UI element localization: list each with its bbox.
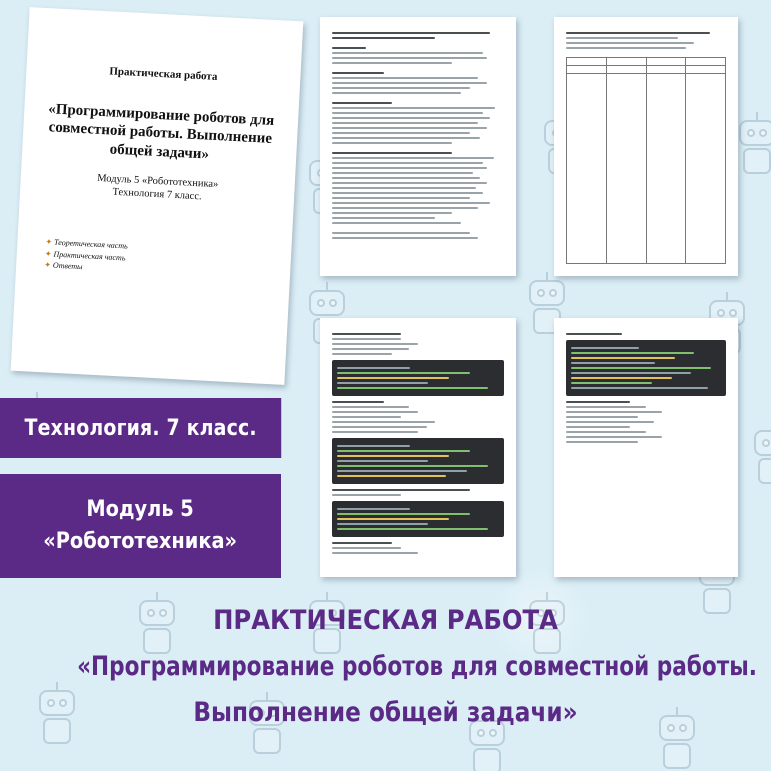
code-block	[332, 501, 504, 537]
code-block	[332, 360, 504, 396]
bottom-title-line2: «Программирование роботов для совместной работы.	[77, 651, 757, 682]
cover-list-item: ✦ Практическая часть	[44, 248, 126, 263]
cover-title: «Программирование роботов для совместной работы. Выполнение общей задачи»	[47, 101, 275, 163]
bullet-star-icon: ✦	[44, 248, 52, 259]
cover-module	[42, 169, 273, 207]
bullet-star-icon: ✦	[45, 237, 53, 247]
answers-page-preview	[554, 318, 738, 577]
bottom-title-line1: ПРАКТИЧЕСКАЯ РАБОТА	[213, 605, 558, 636]
grade-banner	[0, 398, 281, 458]
solutions-page-preview	[320, 318, 516, 577]
bottom-title	[0, 598, 771, 736]
bullet-star-icon: ✦	[44, 260, 52, 270]
theory-page-preview	[320, 17, 516, 276]
code-block	[566, 340, 726, 396]
module-banner	[0, 474, 281, 578]
robot-pattern-icon	[745, 430, 771, 490]
module-banner-line2: «Робототехника»	[43, 529, 238, 554]
cover-contents-list	[44, 236, 128, 275]
cover-page	[11, 7, 304, 385]
grade-banner-text: Технология. 7 класс.	[24, 415, 257, 441]
practice-table-page-preview	[554, 17, 738, 276]
cover-kicker: Практическая работа	[109, 65, 218, 83]
cover-module-line1: Модуль 5 «Робототехника»	[96, 172, 219, 191]
module-banner-line1: Модуль 5	[86, 497, 195, 523]
cover-module-line2: Технология 7 класс.	[112, 186, 202, 203]
bottom-title-line3: Выполнение общей задачи»	[193, 697, 578, 728]
cover-list-item: ✦ Теоретическая часть	[45, 237, 128, 251]
code-block	[332, 438, 504, 484]
cover-list-item: ✦ Ответы	[44, 260, 83, 272]
practice-table	[566, 57, 726, 264]
